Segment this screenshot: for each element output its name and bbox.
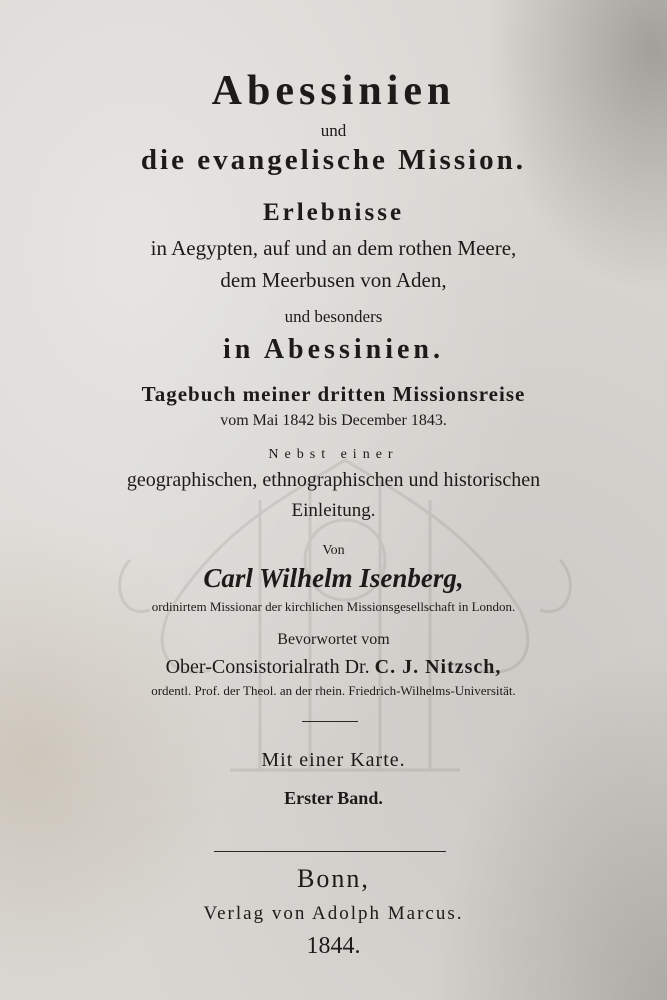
foreword-title-prefix: Ober-Consistorialrath Dr. — [165, 656, 370, 678]
section-heading: Erlebnisse — [262, 199, 405, 226]
introduction-line-2: Einleitung. — [291, 500, 376, 521]
map-note: Mit einer Karte. — [261, 749, 406, 771]
book-title: Abessinien — [211, 68, 456, 114]
book-subtitle: die evangelische Mission. — [140, 144, 527, 176]
diary-heading: Tagebuch meiner dritten Missionsreise — [141, 382, 526, 406]
imprint-city: Bonn, — [297, 864, 370, 893]
library-stamp-watermark — [110, 440, 580, 800]
foreword-role: ordentl. Prof. der Theol. an der rhein. Friedrich-Wilhelms-Universität. — [151, 683, 516, 698]
section-line-1: in Aegypten, auf und an dem rothen Meere, — [150, 236, 517, 260]
foreword-label: Bevorwortet vom — [277, 631, 390, 648]
section-emphasis: in Abessinien. — [223, 334, 444, 365]
section-connector: und besonders — [284, 307, 383, 326]
imprint-year: 1844. — [306, 933, 361, 959]
diary-nebst: Nebst einer — [268, 447, 399, 462]
short-divider — [302, 721, 358, 722]
title-connector: und — [320, 121, 347, 140]
diary-dates: vom Mai 1842 bis December 1843. — [220, 412, 447, 429]
imprint-publisher: Verlag von Adolph Marcus. — [203, 903, 464, 924]
section-line-2: dem Meerbusen von Aden, — [220, 268, 447, 292]
author-role: ordinirtem Missionar der kirchlichen Missionsgesellschaft in London. — [151, 599, 516, 614]
foreword-name: C. J. Nitzsch, — [374, 656, 502, 678]
author-von: Von — [322, 543, 345, 558]
volume-label: Erster Band. — [284, 788, 383, 808]
foreword-author — [0, 657, 667, 677]
introduction-line-1: geographischen, ethnographischen und historischen — [126, 469, 541, 491]
imprint-divider — [214, 851, 446, 852]
author-name: Carl Wilhelm Isenberg, — [203, 563, 464, 593]
